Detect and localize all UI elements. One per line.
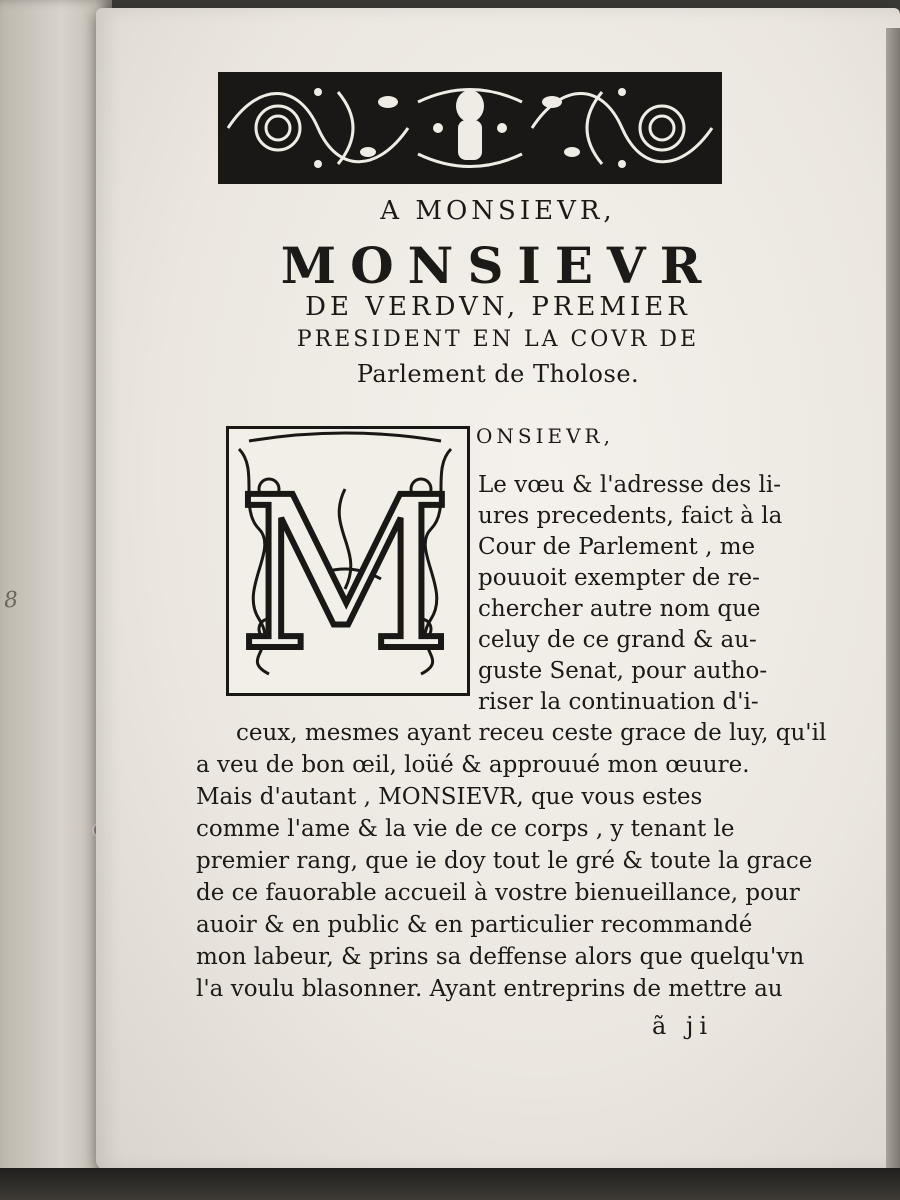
background-bottom [0,1168,900,1200]
body-line: mon labeur, & prins sa deffense alors que quelqu'vn [196,944,805,970]
body-line: l'a voulu blasonner. Ayant entreprins de mettre au [196,976,783,1002]
left-margin-mark: 8 [3,587,19,614]
body-line: Le vœu & l'adresse des li- [478,472,782,498]
salutation: ONSIEVR, [476,424,614,448]
dedication-line-3: DE VERDVN, PREMIER [305,292,691,322]
body-line: riser la continuation d'i- [478,689,759,715]
body-line: premier rang, que ie doy tout le gré & toute la grace [196,848,813,874]
signature-mark: ã ji [652,1012,714,1040]
dedication-line-4: PRESIDENT EN LA COVR DE [296,327,700,352]
body-line: pouuoit exempter de re- [478,565,760,591]
body-line: ceux, mesmes ayant receu ceste grace de luy, qu'il [236,720,827,746]
initial-letter: M [237,452,453,687]
dedication-to: A MONSIEVR, [380,196,616,226]
body-line: a veu de bon œil, loüé & approuué mon œuure. [196,752,750,778]
ornamental-headpiece [218,72,722,184]
body-line: de ce fauorable accueil à vostre bienueillance, pour [196,880,800,906]
body-line: Cour de Parlement , me [478,534,756,560]
dedication-line-5: Parlement de Tholose. [356,360,640,388]
body-line: guste Senat, pour autho- [478,658,768,684]
body-line: auoir & en public & en particulier recommandé [196,912,753,938]
decorated-initial [226,426,470,696]
body-line: ures precedents, faict à la [478,503,783,529]
body-line: chercher autre nom que [478,596,761,622]
body-line: comme l'ame & la vie de ce corps , y tenant le [196,816,735,842]
body-line: Mais d'autant , MONSIEVR, que vous estes [196,784,703,810]
body-line: celuy de ce grand & au- [478,627,757,653]
dedication-name: MONSIEVR [280,236,716,295]
